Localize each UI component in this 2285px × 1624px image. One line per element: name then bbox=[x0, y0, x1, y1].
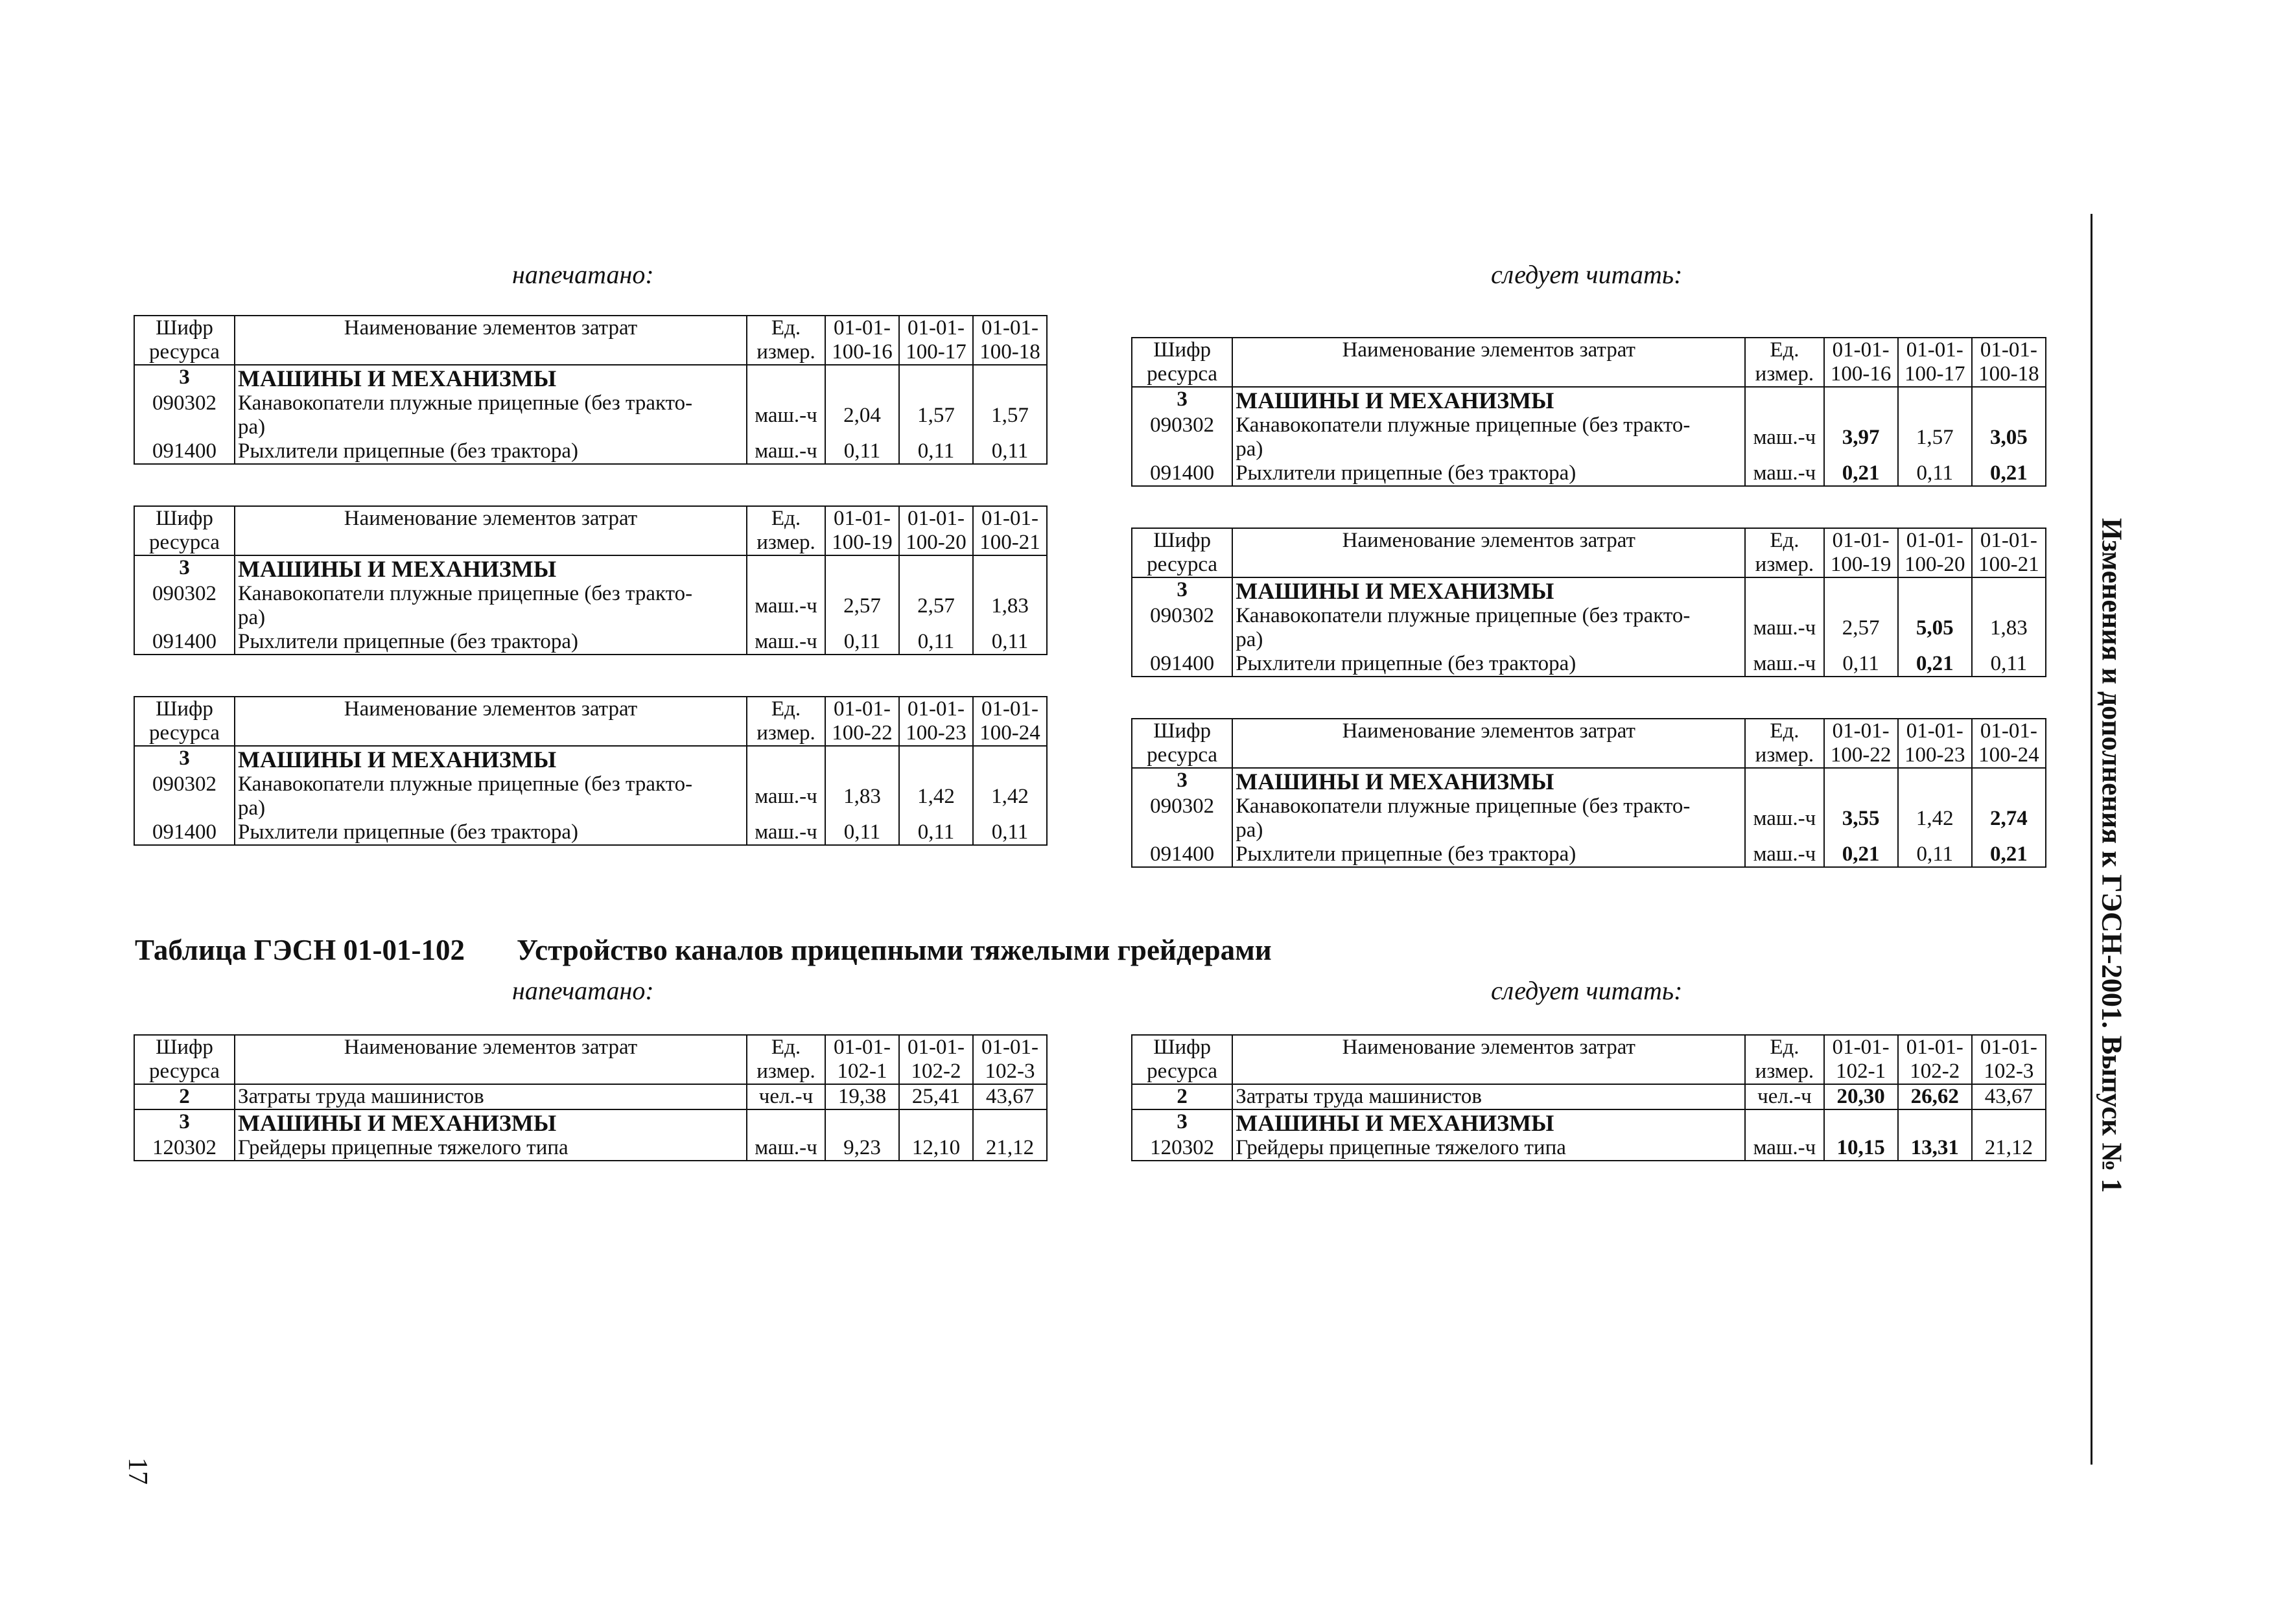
table-name: Устройство каналов прицепными тяжелыми грейдерами bbox=[517, 934, 1272, 966]
col-code-3: 100-24 bbox=[973, 721, 1047, 746]
resource-code: 091400 bbox=[1132, 842, 1232, 867]
resource-code: 091400 bbox=[134, 820, 235, 845]
code-header: Шифр bbox=[1132, 719, 1232, 743]
resource-name: Канавокопатели плужные прицепные (без тракто- bbox=[235, 391, 747, 415]
table-100-16-printed bbox=[134, 315, 1048, 465]
section-code: 3 bbox=[134, 746, 235, 772]
code-header-2: ресурса bbox=[134, 1060, 235, 1084]
value-cell: 25,41 bbox=[899, 1084, 973, 1109]
table-number: Таблица ГЭСН 01-01-102 bbox=[135, 934, 465, 966]
col-header-2: 01-01- bbox=[899, 1035, 973, 1060]
value-cell: 2,74 bbox=[1972, 795, 2046, 842]
section-name: МАШИНЫ И МЕХАНИЗМЫ bbox=[1232, 1109, 1745, 1136]
col-code-2: 100-20 bbox=[899, 531, 973, 555]
col-header-3: 01-01- bbox=[973, 697, 1047, 721]
resource-code: 090302 bbox=[134, 391, 235, 415]
unit-header-2: измер. bbox=[1745, 743, 1823, 768]
value-cell: 2,57 bbox=[825, 582, 899, 630]
unit-header: Ед. bbox=[1745, 338, 1823, 362]
name-header-blank bbox=[1232, 743, 1745, 768]
col-code-3: 100-21 bbox=[973, 531, 1047, 555]
resource-code: 2 bbox=[1132, 1084, 1232, 1109]
resource-name: Затраты труда машинистов bbox=[1232, 1084, 1745, 1109]
resource-code: 091400 bbox=[1132, 652, 1232, 677]
name-header-blank bbox=[235, 1060, 747, 1084]
name-header-blank bbox=[235, 721, 747, 746]
col-header-3: 01-01- bbox=[1972, 338, 2046, 362]
resource-name: Затраты труда машинистов bbox=[235, 1084, 747, 1109]
code-header: Шифр bbox=[1132, 338, 1232, 362]
name-header: Наименование элементов затрат bbox=[235, 506, 747, 531]
resource-code: 091400 bbox=[1132, 461, 1232, 486]
section-code: 3 bbox=[134, 365, 235, 391]
table-102-correct bbox=[1131, 1034, 2046, 1161]
page-number-text: 17 bbox=[123, 1457, 152, 1485]
section-code: 3 bbox=[1132, 577, 1232, 604]
value-cell: 0,11 bbox=[899, 820, 973, 845]
resource-name: Канавокопатели плужные прицепные (без тракто- bbox=[235, 772, 747, 796]
resource-code: 091400 bbox=[134, 630, 235, 655]
col-code-1: 102-1 bbox=[1824, 1060, 1898, 1084]
col-code-2: 102-2 bbox=[899, 1060, 973, 1084]
value-cell: 2,04 bbox=[825, 391, 899, 439]
col-code-2: 102-2 bbox=[1898, 1060, 1972, 1084]
unit-header: Ед. bbox=[747, 316, 825, 340]
resource-name: Рыхлители прицепные (без трактора) bbox=[235, 630, 747, 655]
value-cell: 20,30 bbox=[1824, 1084, 1898, 1109]
code-header: Шифр bbox=[1132, 528, 1232, 553]
col-code-2: 100-23 bbox=[899, 721, 973, 746]
value-cell: 1,83 bbox=[1972, 604, 2046, 652]
caption-printed: напечатано: bbox=[512, 260, 654, 289]
col-header-2: 01-01- bbox=[899, 697, 973, 721]
col-code-1: 100-19 bbox=[1824, 553, 1898, 577]
section-name: МАШИНЫ И МЕХАНИЗМЫ bbox=[235, 365, 747, 391]
unit-cell: маш.-ч bbox=[747, 630, 825, 655]
unit-header: Ед. bbox=[747, 1035, 825, 1060]
value-cell: 1,57 bbox=[1898, 413, 1972, 461]
value-cell: 0,11 bbox=[1898, 461, 1972, 486]
value-cell: 13,31 bbox=[1898, 1136, 1972, 1161]
code-header-2: ресурса bbox=[1132, 743, 1232, 768]
table-100-22-correct bbox=[1131, 718, 2046, 868]
value-cell: 0,21 bbox=[1824, 842, 1898, 867]
col-code-1: 100-22 bbox=[825, 721, 899, 746]
value-cell: 0,11 bbox=[899, 630, 973, 655]
code-header: Шифр bbox=[134, 506, 235, 531]
section-name: МАШИНЫ И МЕХАНИЗМЫ bbox=[1232, 387, 1745, 413]
col-header-1: 01-01- bbox=[1824, 528, 1898, 553]
unit-header-2: измер. bbox=[1745, 362, 1823, 387]
value-cell: 12,10 bbox=[899, 1136, 973, 1161]
value-cell: 1,83 bbox=[973, 582, 1047, 630]
unit-header: Ед. bbox=[1745, 1035, 1823, 1060]
resource-name: Рыхлители прицепные (без трактора) bbox=[1232, 842, 1745, 867]
col-code-2: 100-23 bbox=[1898, 743, 1972, 768]
value-cell: 2,57 bbox=[1824, 604, 1898, 652]
resource-name: Канавокопатели плужные прицепные (без тракто- bbox=[1232, 604, 1745, 628]
name-header: Наименование элементов затрат bbox=[235, 697, 747, 721]
name-header: Наименование элементов затрат bbox=[1232, 528, 1745, 553]
name-header: Наименование элементов затрат bbox=[235, 1035, 747, 1060]
unit-cell: чел.-ч bbox=[1745, 1084, 1823, 1109]
col-code-2: 100-17 bbox=[899, 340, 973, 365]
unit-cell: маш.-ч bbox=[1745, 413, 1823, 461]
section-name: МАШИНЫ И МЕХАНИЗМЫ bbox=[1232, 768, 1745, 795]
col-header-3: 01-01- bbox=[1972, 1035, 2046, 1060]
col-header-1: 01-01- bbox=[825, 506, 899, 531]
value-cell: 9,23 bbox=[825, 1136, 899, 1161]
value-cell: 3,97 bbox=[1824, 413, 1898, 461]
col-header-2: 01-01- bbox=[899, 316, 973, 340]
col-code-2: 100-17 bbox=[1898, 362, 1972, 387]
section-code: 3 bbox=[1132, 768, 1232, 795]
unit-header: Ед. bbox=[1745, 528, 1823, 553]
table-102-printed bbox=[134, 1034, 1048, 1161]
name-header-blank bbox=[1232, 1060, 1745, 1084]
col-header-1: 01-01- bbox=[825, 316, 899, 340]
name-header: Наименование элементов затрат bbox=[1232, 1035, 1745, 1060]
resource-name-cont: ра) bbox=[1232, 437, 1745, 461]
col-header-1: 01-01- bbox=[825, 1035, 899, 1060]
resource-code: 120302 bbox=[134, 1136, 235, 1161]
unit-header-2: измер. bbox=[747, 531, 825, 555]
resource-name-cont: ра) bbox=[1232, 628, 1745, 652]
col-header-1: 01-01- bbox=[1824, 1035, 1898, 1060]
resource-name: Рыхлители прицепные (без трактора) bbox=[235, 820, 747, 845]
value-cell: 5,05 bbox=[1898, 604, 1972, 652]
col-code-3: 102-3 bbox=[1972, 1060, 2046, 1084]
table-100-16-correct bbox=[1131, 337, 2046, 487]
section-code: 3 bbox=[1132, 387, 1232, 413]
unit-cell: маш.-ч bbox=[1745, 842, 1823, 867]
value-cell: 0,11 bbox=[973, 820, 1047, 845]
unit-header: Ед. bbox=[747, 697, 825, 721]
resource-name: Рыхлители прицепные (без трактора) bbox=[1232, 652, 1745, 677]
unit-cell: маш.-ч bbox=[747, 1136, 825, 1161]
col-header-1: 01-01- bbox=[825, 697, 899, 721]
value-cell: 0,21 bbox=[1972, 842, 2046, 867]
code-header: Шифр bbox=[134, 1035, 235, 1060]
table-100-22-printed bbox=[134, 696, 1048, 846]
value-cell: 26,62 bbox=[1898, 1084, 1972, 1109]
code-header: Шифр bbox=[1132, 1035, 1232, 1060]
resource-name-cont: ра) bbox=[235, 606, 747, 630]
unit-header-2: измер. bbox=[1745, 1060, 1823, 1084]
resource-code: 090302 bbox=[1132, 795, 1232, 818]
code-header: Шифр bbox=[134, 697, 235, 721]
resource-code: 2 bbox=[134, 1084, 235, 1109]
resource-name-cont: ра) bbox=[235, 796, 747, 820]
code-header-2: ресурса bbox=[1132, 553, 1232, 577]
col-header-2: 01-01- bbox=[899, 506, 973, 531]
unit-cell: маш.-ч bbox=[1745, 461, 1823, 486]
unit-cell: маш.-ч bbox=[747, 772, 825, 820]
unit-cell: маш.-ч bbox=[747, 391, 825, 439]
page-number bbox=[118, 1452, 157, 1491]
col-header-2: 01-01- bbox=[1898, 1035, 1972, 1060]
value-cell: 21,12 bbox=[1972, 1136, 2046, 1161]
col-header-1: 01-01- bbox=[1824, 338, 1898, 362]
section-name: МАШИНЫ И МЕХАНИЗМЫ bbox=[1232, 577, 1745, 604]
value-cell: 43,67 bbox=[1972, 1084, 2046, 1109]
unit-cell: маш.-ч bbox=[1745, 652, 1823, 677]
col-code-3: 100-24 bbox=[1972, 743, 2046, 768]
col-header-3: 01-01- bbox=[973, 316, 1047, 340]
resource-name: Канавокопатели плужные прицепные (без тракто- bbox=[235, 582, 747, 606]
resource-code: 090302 bbox=[1132, 604, 1232, 628]
name-header-blank bbox=[1232, 553, 1745, 577]
unit-cell: маш.-ч bbox=[747, 582, 825, 630]
value-cell: 19,38 bbox=[825, 1084, 899, 1109]
name-header: Наименование элементов затрат bbox=[1232, 338, 1745, 362]
value-cell: 0,21 bbox=[1972, 461, 2046, 486]
col-code-2: 100-20 bbox=[1898, 553, 1972, 577]
col-code-1: 100-19 bbox=[825, 531, 899, 555]
section-name: МАШИНЫ И МЕХАНИЗМЫ bbox=[235, 746, 747, 772]
name-header: Наименование элементов затрат bbox=[235, 316, 747, 340]
value-cell: 1,83 bbox=[825, 772, 899, 820]
section-name: МАШИНЫ И МЕХАНИЗМЫ bbox=[235, 1109, 747, 1136]
side-title-text: Изменения и дополнения к ГЭСН-2001. Выпуск № 1 bbox=[2096, 518, 2128, 1193]
unit-cell: маш.-ч bbox=[1745, 795, 1823, 842]
resource-name: Грейдеры прицепные тяжелого типа bbox=[235, 1136, 747, 1161]
col-code-1: 100-16 bbox=[825, 340, 899, 365]
name-header: Наименование элементов затрат bbox=[1232, 719, 1745, 743]
col-header-3: 01-01- bbox=[1972, 528, 2046, 553]
col-code-1: 102-1 bbox=[825, 1060, 899, 1084]
resource-code: 090302 bbox=[134, 772, 235, 796]
table-100-19-correct bbox=[1131, 528, 2046, 677]
unit-cell: маш.-ч bbox=[1745, 604, 1823, 652]
resource-name: Грейдеры прицепные тяжелого типа bbox=[1232, 1136, 1745, 1161]
code-header-2: ресурса bbox=[1132, 362, 1232, 387]
name-header-blank bbox=[235, 340, 747, 365]
section-code: 3 bbox=[134, 1109, 235, 1136]
col-header-3: 01-01- bbox=[973, 1035, 1047, 1060]
caption-should-read-2: следует читать: bbox=[1491, 976, 1683, 1005]
value-cell: 0,21 bbox=[1898, 652, 1972, 677]
value-cell: 1,42 bbox=[1898, 795, 1972, 842]
col-header-3: 01-01- bbox=[973, 506, 1047, 531]
caption-should-read: следует читать: bbox=[1491, 260, 1683, 289]
resource-name: Канавокопатели плужные прицепные (без тракто- bbox=[1232, 795, 1745, 818]
value-cell: 1,57 bbox=[899, 391, 973, 439]
resource-name: Канавокопатели плужные прицепные (без тракто- bbox=[1232, 413, 1745, 437]
col-code-3: 102-3 bbox=[973, 1060, 1047, 1084]
value-cell: 21,12 bbox=[973, 1136, 1047, 1161]
resource-code: 120302 bbox=[1132, 1136, 1232, 1161]
value-cell: 1,57 bbox=[973, 391, 1047, 439]
value-cell: 0,11 bbox=[1898, 842, 1972, 867]
value-cell: 3,55 bbox=[1824, 795, 1898, 842]
table-title bbox=[135, 933, 1272, 967]
col-header-2: 01-01- bbox=[1898, 528, 1972, 553]
unit-cell: маш.-ч bbox=[747, 439, 825, 464]
value-cell: 0,11 bbox=[1824, 652, 1898, 677]
col-code-3: 100-18 bbox=[1972, 362, 2046, 387]
col-code-3: 100-21 bbox=[1972, 553, 2046, 577]
resource-name: Рыхлители прицепные (без трактора) bbox=[1232, 461, 1745, 486]
value-cell: 3,05 bbox=[1972, 413, 2046, 461]
code-header-2: ресурса bbox=[134, 340, 235, 365]
code-header: Шифр bbox=[134, 316, 235, 340]
col-code-3: 100-18 bbox=[973, 340, 1047, 365]
value-cell: 0,11 bbox=[973, 630, 1047, 655]
value-cell: 0,11 bbox=[825, 630, 899, 655]
resource-name: Рыхлители прицепные (без трактора) bbox=[235, 439, 747, 464]
value-cell: 0,11 bbox=[973, 439, 1047, 464]
resource-name-cont: ра) bbox=[1232, 818, 1745, 842]
value-cell: 0,11 bbox=[899, 439, 973, 464]
value-cell: 0,21 bbox=[1824, 461, 1898, 486]
value-cell: 0,11 bbox=[1972, 652, 2046, 677]
resource-name-cont: ра) bbox=[235, 415, 747, 439]
value-cell: 43,67 bbox=[973, 1084, 1047, 1109]
value-cell: 2,57 bbox=[899, 582, 973, 630]
unit-cell: маш.-ч bbox=[747, 820, 825, 845]
section-name: МАШИНЫ И МЕХАНИЗМЫ bbox=[235, 555, 747, 582]
value-cell: 1,42 bbox=[899, 772, 973, 820]
unit-header-2: измер. bbox=[1745, 553, 1823, 577]
unit-header: Ед. bbox=[747, 506, 825, 531]
section-code: 3 bbox=[134, 555, 235, 582]
name-header-blank bbox=[1232, 362, 1745, 387]
col-header-1: 01-01- bbox=[1824, 719, 1898, 743]
caption-printed-2: напечатано: bbox=[512, 976, 654, 1005]
resource-code: 091400 bbox=[134, 439, 235, 464]
code-header-2: ресурса bbox=[134, 531, 235, 555]
value-cell: 0,11 bbox=[825, 439, 899, 464]
unit-header-2: измер. bbox=[747, 721, 825, 746]
value-cell: 0,11 bbox=[825, 820, 899, 845]
unit-cell: маш.-ч bbox=[1745, 1136, 1823, 1161]
col-header-2: 01-01- bbox=[1898, 719, 1972, 743]
value-cell: 1,42 bbox=[973, 772, 1047, 820]
col-code-1: 100-16 bbox=[1824, 362, 1898, 387]
unit-cell: чел.-ч bbox=[747, 1084, 825, 1109]
col-header-2: 01-01- bbox=[1898, 338, 1972, 362]
name-header-blank bbox=[235, 531, 747, 555]
col-header-3: 01-01- bbox=[1972, 719, 2046, 743]
section-code: 3 bbox=[1132, 1109, 1232, 1136]
table-100-19-printed bbox=[134, 505, 1048, 655]
unit-header-2: измер. bbox=[747, 1060, 825, 1084]
resource-code: 090302 bbox=[134, 582, 235, 606]
code-header-2: ресурса bbox=[134, 721, 235, 746]
unit-header: Ед. bbox=[1745, 719, 1823, 743]
resource-code: 090302 bbox=[1132, 413, 1232, 437]
side-rule bbox=[2091, 214, 2092, 1465]
col-code-1: 100-22 bbox=[1824, 743, 1898, 768]
unit-header-2: измер. bbox=[747, 340, 825, 365]
code-header-2: ресурса bbox=[1132, 1060, 1232, 1084]
value-cell: 10,15 bbox=[1824, 1136, 1898, 1161]
